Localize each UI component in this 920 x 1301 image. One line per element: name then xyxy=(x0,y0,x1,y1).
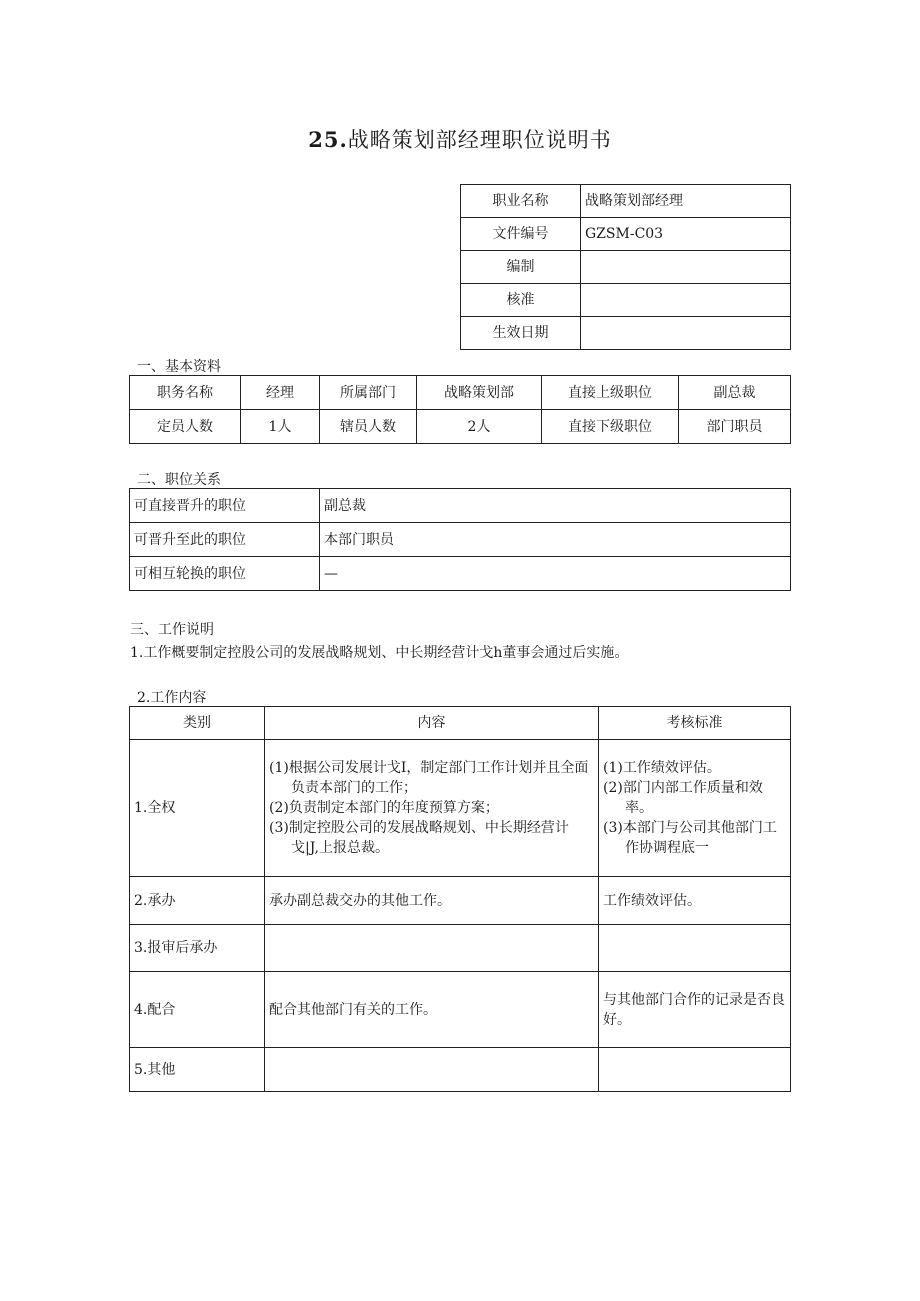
basic-info-cell: 部门职员 xyxy=(679,410,791,444)
work-content xyxy=(265,925,599,972)
content-item: (3)制定控股公司的发展战略规划、中长期经营计戈|J,上报总裁。 xyxy=(269,820,569,856)
content-item: (2)负责制定本部门的年度预算方案； xyxy=(269,800,499,816)
basic-info-row xyxy=(130,376,791,410)
section2-heading: 二、职位关系 xyxy=(137,472,221,488)
document-title xyxy=(0,124,920,154)
relation-value: — xyxy=(320,557,791,591)
header-standard: 考核标准 xyxy=(599,707,791,740)
basic-info-cell: 战略策划部 xyxy=(417,376,542,410)
doc-info-value: GZSM-C03 xyxy=(581,218,791,251)
work-header-row xyxy=(130,707,791,740)
work-standard: 与其他部门合作的记录是否良好。 xyxy=(599,972,791,1048)
basic-info-table xyxy=(129,375,791,444)
work-content xyxy=(265,740,599,877)
doc-info-label: 编制 xyxy=(461,251,581,284)
work-category: 5.其他 xyxy=(130,1048,265,1092)
content-item: (1)根据公司发展计戈I，制定部门工作计划并且全面负责本部门的工作； xyxy=(269,760,589,796)
standard-item: (3)本部门与公司其他部门工作协调程底一 xyxy=(603,820,777,856)
doc-info-value xyxy=(581,251,791,284)
work-standard xyxy=(599,1048,791,1092)
header-category: 类别 xyxy=(130,707,265,740)
relation-label: 可晋升至此的职位 xyxy=(130,523,320,557)
work-standard: 工作绩效评估。 xyxy=(599,877,791,925)
relation-row xyxy=(130,489,791,523)
relation-label: 可相互轮换的职位 xyxy=(130,557,320,591)
basic-info-cell: 经理 xyxy=(241,376,320,410)
doc-info-row xyxy=(461,284,791,317)
doc-info-label: 生效日期 xyxy=(461,317,581,350)
doc-info-row xyxy=(461,185,791,218)
basic-info-cell: 职务名称 xyxy=(130,376,241,410)
doc-info-value: 战略策划部经理 xyxy=(581,185,791,218)
basic-info-cell: 辖员人数 xyxy=(320,410,417,444)
basic-info-cell: 副总裁 xyxy=(679,376,791,410)
doc-info-label: 文件编号 xyxy=(461,218,581,251)
relation-value: 本部门职员 xyxy=(320,523,791,557)
doc-info-label: 核准 xyxy=(461,284,581,317)
section1-heading: 一、基本资料 xyxy=(137,359,221,375)
basic-info-cell: 直接上级职位 xyxy=(542,376,679,410)
work-row xyxy=(130,877,791,925)
work-content: 配合其他部门有关的工作。 xyxy=(265,972,599,1048)
work-standard xyxy=(599,740,791,877)
work-content-heading: 2.工作内容 xyxy=(137,690,207,706)
section3-heading: 三、工作说明 xyxy=(130,622,214,638)
header-content: 内容 xyxy=(265,707,599,740)
basic-info-cell: 所属部门 xyxy=(320,376,417,410)
work-summary: 1.工作概要制定控股公司的发展战略规划、中长期经营计戈h董事会通过后实施。 xyxy=(130,645,629,661)
title-text: 战略策划部经理职位说明书 xyxy=(347,128,612,152)
basic-info-cell: 定员人数 xyxy=(130,410,241,444)
basic-info-cell: 1人 xyxy=(241,410,320,444)
work-standard xyxy=(599,925,791,972)
relation-label: 可直接晋升的职位 xyxy=(130,489,320,523)
relation-row xyxy=(130,523,791,557)
doc-info-row xyxy=(461,251,791,284)
title-number: 25. xyxy=(308,127,348,152)
work-row xyxy=(130,740,791,877)
work-row xyxy=(130,972,791,1048)
doc-info-label: 职业名称 xyxy=(461,185,581,218)
work-row xyxy=(130,1048,791,1092)
work-category: 2.承办 xyxy=(130,877,265,925)
work-row xyxy=(130,925,791,972)
standard-item: (1)工作绩效评估。 xyxy=(603,760,721,776)
standard-item: (2)部门内部工作质量和效率。 xyxy=(603,780,763,816)
work-category: 3.报审后承办 xyxy=(130,925,265,972)
work-content: 承办副总裁交办的其他工作。 xyxy=(265,877,599,925)
basic-info-cell: 直接下级职位 xyxy=(542,410,679,444)
work-category: 4.配合 xyxy=(130,972,265,1048)
doc-info-value xyxy=(581,317,791,350)
doc-info-row xyxy=(461,317,791,350)
doc-info-value xyxy=(581,284,791,317)
basic-info-cell: 2人 xyxy=(417,410,542,444)
doc-info-table xyxy=(460,184,791,350)
relation-value: 副总裁 xyxy=(320,489,791,523)
work-content xyxy=(265,1048,599,1092)
doc-info-row xyxy=(461,218,791,251)
relation-row xyxy=(130,557,791,591)
relation-table xyxy=(129,488,791,591)
basic-info-row xyxy=(130,410,791,444)
work-content-table xyxy=(129,706,791,1092)
work-category: 1.全权 xyxy=(130,740,265,877)
